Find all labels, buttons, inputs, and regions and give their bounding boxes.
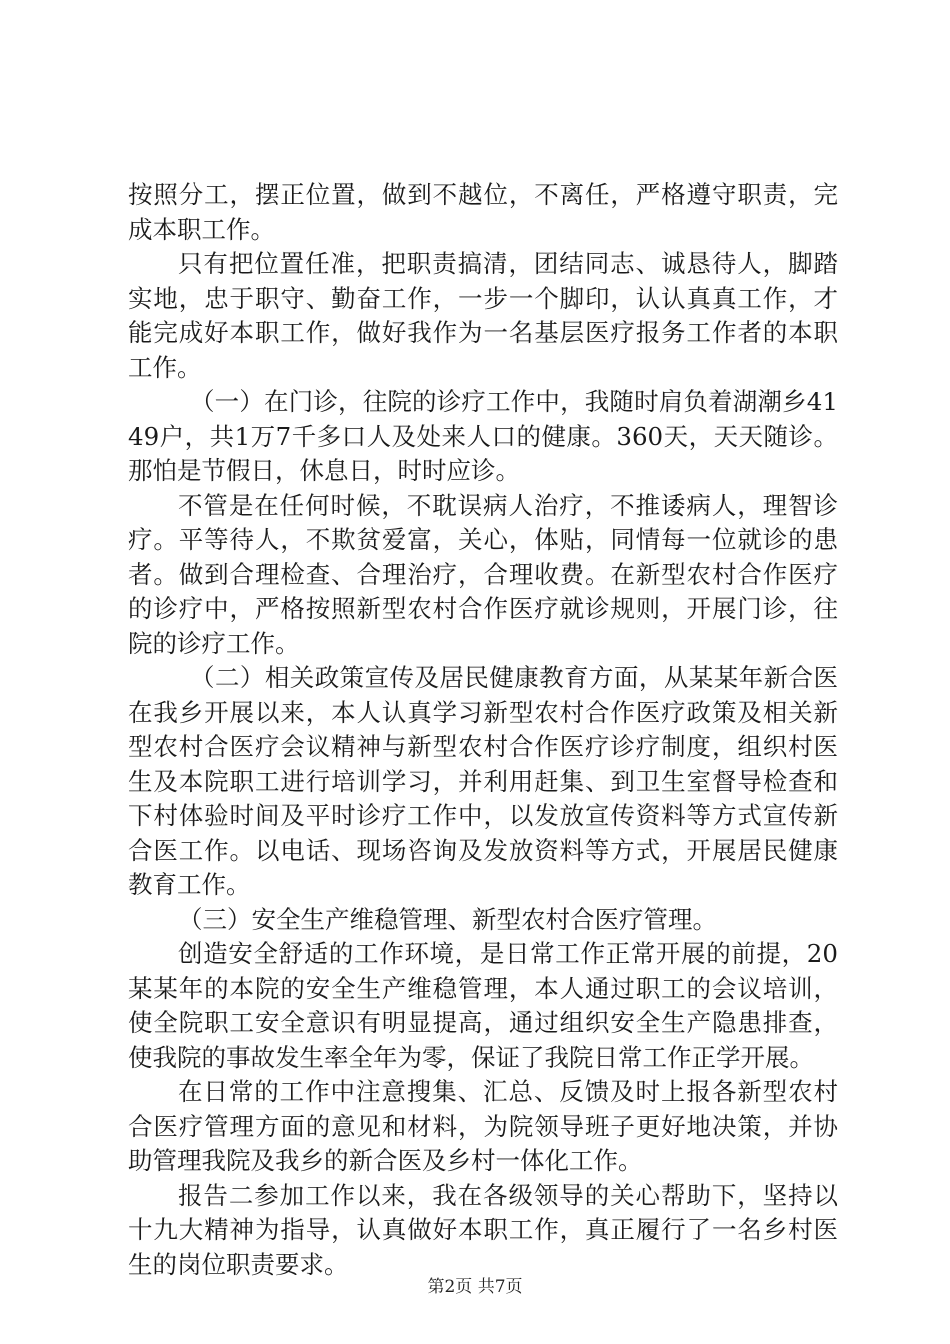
paragraph-6: （三）安全生产维稳管理、新型农村合医疗管理。 xyxy=(178,904,717,934)
paragraph-2: 只有把位置任准，把职责搞清，团结同志、诚恳待人，脚踏实地，忠于职守、勤奋工作，一步一个脚印，认认真真工作，才能完成好本职工作，做好我作为一名基层医疗报务工作者的本职工作。 xyxy=(128,249,838,382)
paragraph-8: 在日常的工作中注意搜集、汇总、反馈及时上报各新型农村合医疗管理方面的意见和材料，为院领导班子更好地决策，并协助管理我院及我乡的新合医及乡村一体化工作。 xyxy=(128,1077,838,1175)
paragraph-5: （二）相关政策宣传及居民健康教育方面，从某某年新合医在我乡开展以来，本人认真学习新型农村合作医疗政策及相关新型农村合医疗会议精神与新型农村合作医疗诊疗制度，组织村医生及本院职工进行培训学习，并利用赶集、到卫生室督导检查和下村体验时间及平时诊疗工作中，以发放宣传资料等方式宣传新合医工作。以电话、现场咨询及发放资料等方式，开展居民健康教育工作。 xyxy=(128,663,838,899)
paragraph-3: （一）在门诊，往院的诊疗工作中，我随时肩负着湖潮乡4149户，共1万7千多口人及处来人口的健康。360天，天天随诊。那怕是节假日，休息日，时时应诊。 xyxy=(128,387,838,485)
page-footer: 第2页 共7页 xyxy=(427,1277,523,1297)
paragraph-1: 按照分工，摆正位置，做到不越位，不离任，严格遵守职责，完成本职工作。 xyxy=(128,180,838,244)
paragraph-4: 不管是在任何时候，不耽误病人治疗，不推诿病人，理智诊疗。平等待人，不欺贫爱富，关心，体贴，同情每一位就诊的患者。做到合理检查、合理治疗，合理收费。在新型农村合作医疗的诊疗中，严格按照新型农村合作医疗就诊规则，开展门诊，往院的诊疗工作。 xyxy=(128,490,838,658)
paragraph-7: 创造安全舒适的工作环境，是日常工作正常开展的前提，20某某年的本院的安全生产维稳管理，本人通过职工的会议培训，使全院职工安全意识有明显提高，通过组织安全生产隐患排查，使我院的事故发生率全年为零，保证了我院日常工作正学开展。 xyxy=(128,939,838,1072)
document-body xyxy=(128,178,838,1282)
paragraph-9: 报告二参加工作以来，我在各级领导的关心帮助下，坚持以十九大精神为指导，认真做好本职工作，真正履行了一名乡村医生的岗位职责要求。 xyxy=(128,1180,838,1279)
